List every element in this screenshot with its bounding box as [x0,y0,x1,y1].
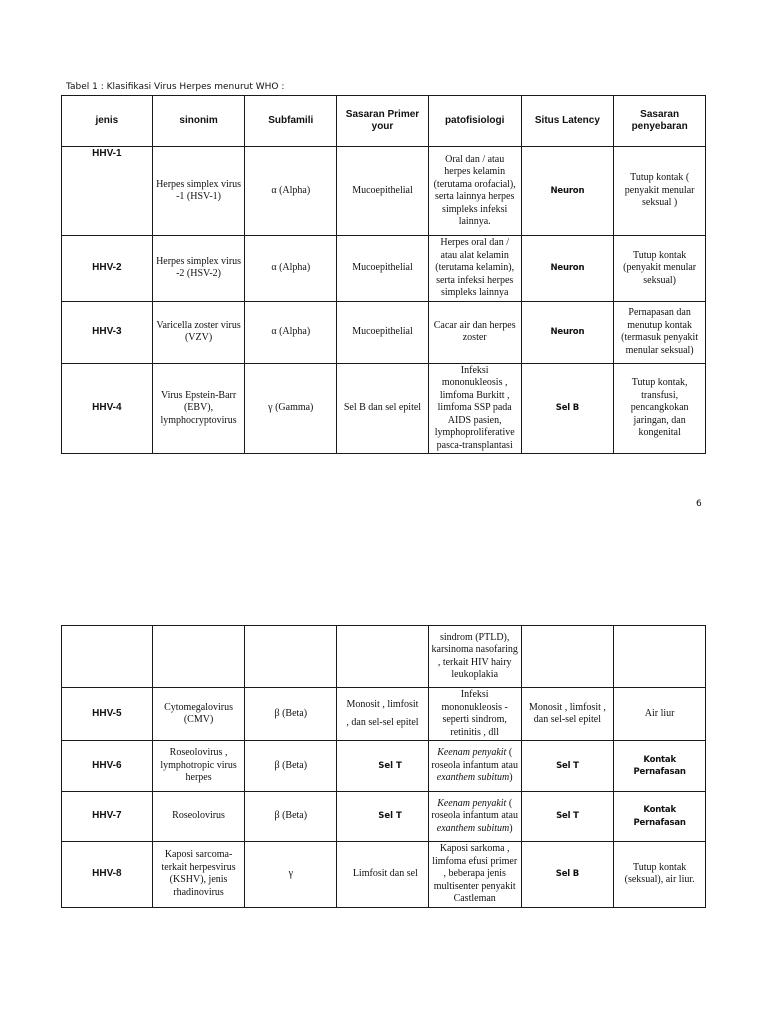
herpes-classification-table [61,95,706,454]
primary-target: Sel T [337,741,429,792]
virus-id: HHV-8 [62,842,153,908]
virus-synonym: Roseolovirus [152,792,245,842]
pathophysiology: Cacar air dan herpes zoster [428,301,521,363]
virus-synonym: Cytomegalovirus (CMV) [152,688,245,741]
virus-synonym: Varicella zoster virus (VZV) [152,301,245,363]
table-caption: Tabel 1 : Klasifikasi Virus Herpes menurut WHO : [66,82,285,92]
virus-subfamily: α (Alpha) [245,236,337,302]
spread-target: Tutup kontak, transfusi, pencangkokan jaringan, dan kongenital [614,363,706,454]
virus-id: HHV-5 [62,688,153,741]
empty-cell [337,626,429,688]
page-number: 6 [696,499,702,509]
latency-site: Neuron [521,147,614,236]
latency-site: Monosit , limfosit , dan sel-sel epitel [521,688,614,741]
primary-target: Mucoepithelial [337,147,429,236]
spread-target: Tutup kontak (penyakit menular seksual) [614,236,706,302]
header-situs-latency: Situs Latency [521,96,614,147]
table-row [62,301,706,363]
empty-cell [521,626,614,688]
pathophysiology [428,792,521,842]
table-row [62,688,706,741]
empty-cell [614,626,706,688]
virus-id: HHV-4 [62,363,153,454]
latency-site: Neuron [521,236,614,302]
virus-subfamily: β (Beta) [245,688,337,741]
virus-synonym: Herpes simplex virus -1 (HSV-1) [152,147,245,236]
pathophysiology-italic: exanthem subitum [436,822,510,834]
table-row [62,236,706,302]
spread-target: Pernapasan dan menutup kontak (termasuk penyakit menular seksual) [614,301,706,363]
virus-id: HHV-2 [62,236,153,302]
virus-synonym: Herpes simplex virus -2 (HSV-2) [152,236,245,302]
virus-subfamily: γ [245,842,337,908]
primary-target: Sel B dan sel epitel [337,363,429,454]
latency-site: Sel T [521,792,614,842]
virus-subfamily: β (Beta) [245,741,337,792]
pathophysiology: sindrom (PTLD), karsinoma nasofaring , terkait HIV hairy leukoplakia [428,626,521,688]
table-header-row [62,96,706,147]
herpes-classification-table-continued [61,625,706,908]
pathophysiology-italic: exanthem subitum [436,772,510,784]
virus-synonym: Kaposi sarcoma-terkait herpesvirus (KSHV), jenis rhadinovirus [152,842,245,908]
table-row [62,741,706,792]
table-row [62,363,706,454]
spread-target: Tutup kontak (seksual), air liur. [614,842,706,908]
table-row [62,792,706,842]
virus-subfamily: γ (Gamma) [245,363,337,454]
header-subfamili: Subfamili [245,96,337,147]
virus-id: HHV-1 [62,147,153,236]
spread-target: Air liur [614,688,706,741]
primary-target: Mucoepithelial [337,301,429,363]
empty-cell [245,626,337,688]
pathophysiology-italic: Keenam penyakit [437,797,507,809]
pathophysiology-italic: Keenam penyakit [437,747,507,759]
table-row-continuation [62,626,706,688]
spread-target: Kontak Pernafasan [614,741,706,792]
pathophysiology: Oral dan / atau herpes kelamin (terutama orofacial), serta lainnya herpes simpleks infeksi lainnya. [428,147,521,236]
virus-id: HHV-3 [62,301,153,363]
header-jenis: jenis [62,96,153,147]
header-sasaran-penyebaran: Sasaran penyebaran [614,96,706,147]
latency-site: Neuron [521,301,614,363]
header-sinonim: sinonim [152,96,245,147]
virus-synonym: Roseolovirus , lymphotropic virus herpes [152,741,245,792]
spread-target: Tutup kontak ( penyakit menular seksual ) [614,147,706,236]
empty-cell [62,626,153,688]
primary-target: Limfosit dan sel [337,842,429,908]
pathophysiology: Infeksi mononukleosis , limfoma Burkitt , limfoma SSP pada AIDS pasien, lymphoproliferative pasca-transplantasi [428,363,521,454]
primary-target-line: Monosit , limfosit [346,698,419,710]
empty-cell [152,626,245,688]
latency-site: Sel B [521,363,614,454]
pathophysiology-text: ( roseola infantum atau [431,797,518,822]
header-sasaran-primer: Sasaran Primer your [337,96,429,147]
pathophysiology-text: ) [509,822,513,834]
pathophysiology: Infeksi mononukleosis - seperti sindrom, retinitis , dll [428,688,521,741]
virus-subfamily: β (Beta) [245,792,337,842]
pathophysiology-text: ( roseola infantum atau [431,747,518,771]
virus-id: HHV-7 [62,792,153,842]
virus-subfamily: α (Alpha) [245,147,337,236]
primary-target: Sel T [337,792,429,842]
virus-subfamily: α (Alpha) [245,301,337,363]
pathophysiology: Kaposi sarkoma , limfoma efusi primer , beberapa jenis multisenter penyakit Castleman [428,842,521,908]
header-patofisiologi: patofisiologi [428,96,521,147]
latency-site: Sel B [521,842,614,908]
spread-target: Kontak Pernafasan [614,792,706,842]
table-row [62,842,706,908]
pathophysiology [428,741,521,792]
table-row [62,147,706,236]
pathophysiology-text: ) [509,772,513,784]
virus-synonym: Virus Epstein-Barr (EBV), lymphocryptovirus [152,363,245,454]
primary-target [337,688,429,741]
primary-target-line: , dan sel-sel epitel [346,717,419,728]
primary-target: Mucoepithelial [337,236,429,302]
latency-site: Sel T [521,741,614,792]
virus-id: HHV-6 [62,741,153,792]
pathophysiology: Herpes oral dan / atau alat kelamin (terutama kelamin), serta infeksi herpes simpleks lainnya [428,236,521,302]
